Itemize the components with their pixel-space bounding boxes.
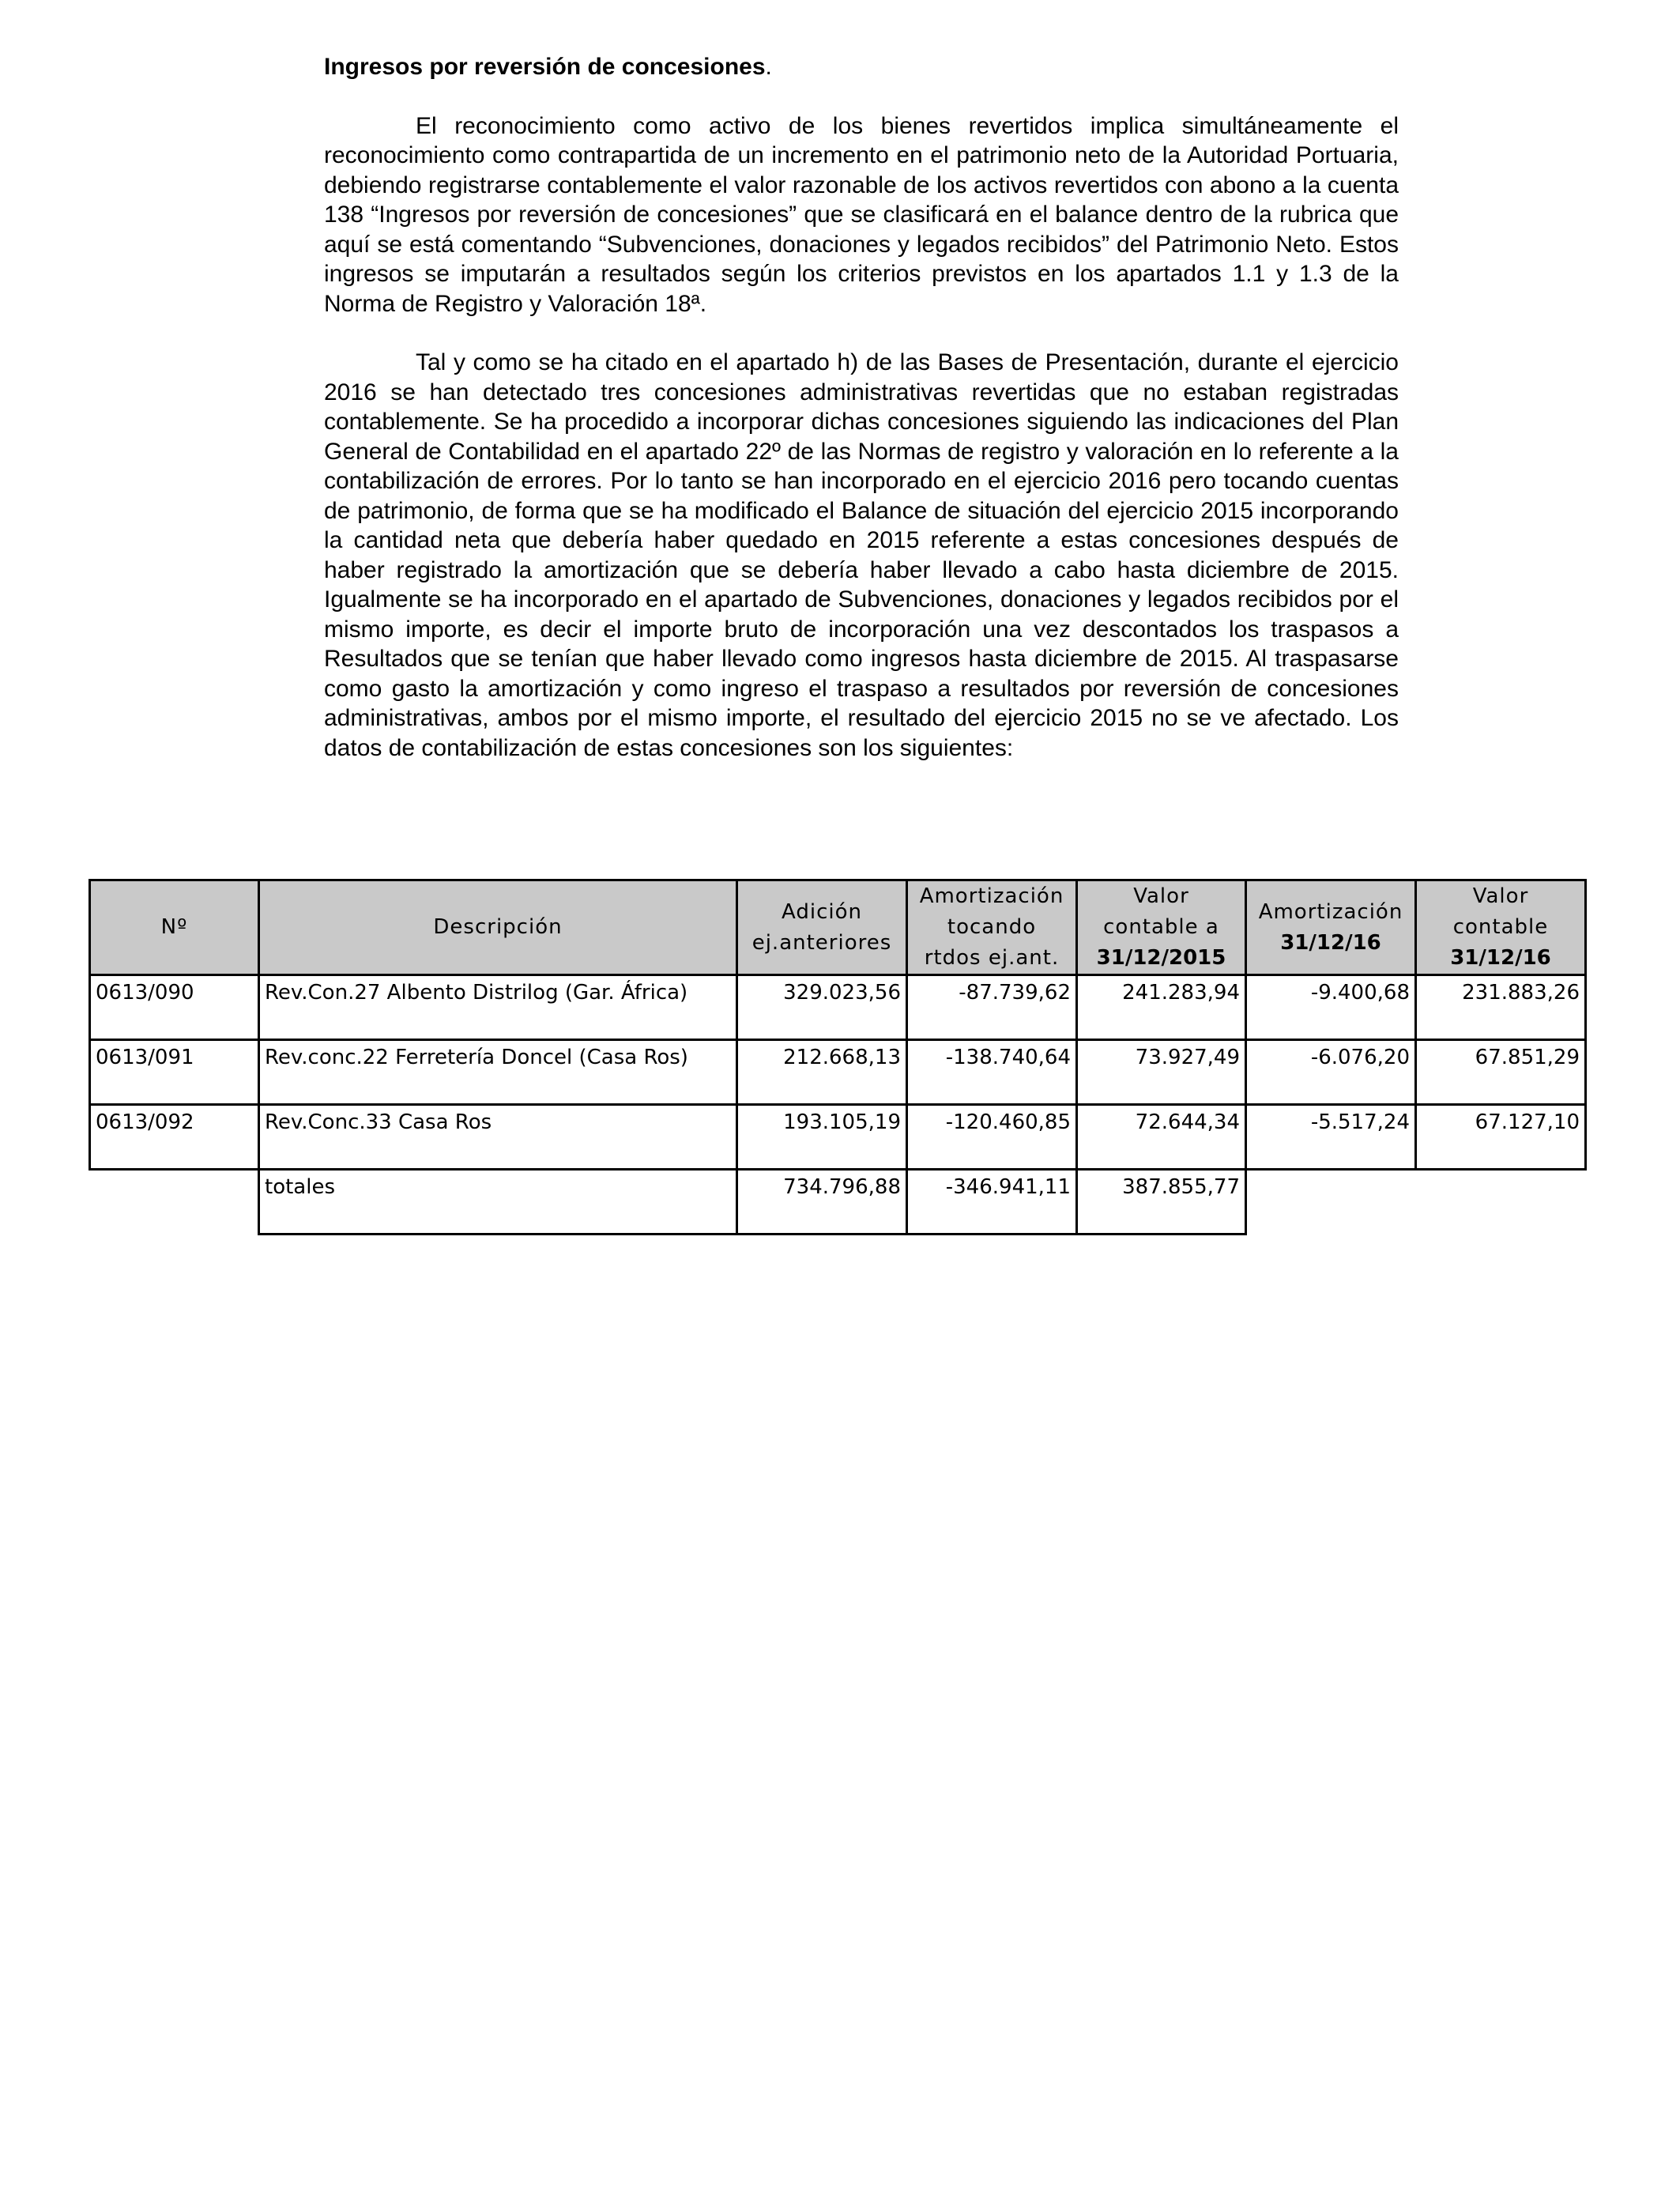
cell-valor-2016: 231.883,26 (1416, 975, 1586, 1040)
header-valor16-line1: Valor (1472, 884, 1529, 908)
section-heading-period: . (765, 54, 772, 80)
totals-row (90, 1170, 1586, 1235)
cell-amort-anterior: -87.739,62 (907, 975, 1077, 1040)
concessions-table (89, 879, 1587, 1235)
cell-valor-2015: 241.283,94 (1077, 975, 1246, 1040)
header-amort-line2: tocando (947, 915, 1037, 939)
cell-amort-2016: -6.076,20 (1246, 1040, 1416, 1105)
header-adicion (737, 880, 907, 975)
header-valor16-line2: contable (1452, 915, 1549, 939)
cell-adicion: 212.668,13 (737, 1040, 907, 1105)
cell-adicion: 193.105,19 (737, 1105, 907, 1170)
paragraph-recognition: El reconocimiento como activo de los bienes revertidos implica simultáneamente el reconocimiento como contrapartida de un incremento en el patrimonio neto de la Autoridad Portuaria, debiendo registrarse contablemente el valor razonable de los activos revertidos con abono a la cuenta 138 “Ingresos por reversión de concesiones” que se clasificará en el balance dentro de la rubrica que aquí se está comentando “Subvenciones, donaciones y legados recibidos” del Patrimonio Neto. Estos ingresos se imputarán a resultados según los criterios previstos en los apartados 1.1 y 1.3 de la Norma de Registro y Valoración 18ª. (324, 112, 1399, 317)
totals-empty-right-1 (1246, 1170, 1416, 1235)
paragraph-correction: Tal y como se ha citado en el apartado h) de las Bases de Presentación, durante el ejercicio 2016 se han detectado tres concesiones administrativas revertidas que no estaban registradas contablemente. Se ha procedido a incorporar dichas concesiones siguiendo las indicaciones del Plan General de Contabilidad en el apartado 22º de las Normas de registro y valoración en lo referente a la contabilización de errores. Por lo tanto se han incorporado en el ejercicio 2016 pero tocando cuentas de patrimonio, de forma que se ha modificado el Balance de situación del ejercicio 2015 incorporando la cantidad neta que debería haber quedado en 2015 referente a estas concesiones después de haber registrado la amortización que se debería haber llevado a cabo hasta diciembre de 2015. Igualmente se ha incorporado en el apartado de Subvenciones, donaciones y legados recibidos por el mismo importe, es decir el importe bruto de incorporación una vez descontados los traspasos a Resultados que se tenían que haber llevado como ingresos hasta diciembre de 2015. Al traspasarse como gasto la amortización y como ingreso el traspaso a resultados por reversión de concesiones administrativas, ambos por el mismo importe, el resultado del ejercicio 2015 no se ve afectado. Los datos de contabilización de estas concesiones son los siguientes: (324, 349, 1399, 761)
header-amortizacion-anterior (907, 880, 1077, 975)
header-valor-2016 (1416, 880, 1586, 975)
header-adicion-line2: ej.anteriores (751, 930, 892, 955)
header-adicion-line1: Adición (782, 899, 862, 924)
header-no: Nº (90, 880, 259, 975)
section-heading (324, 52, 1399, 82)
cell-no: 0613/092 (90, 1105, 259, 1170)
cell-descripcion: Rev.conc.22 Ferretería Doncel (Casa Ros) (259, 1040, 737, 1105)
cell-valor-2016: 67.851,29 (1416, 1040, 1586, 1105)
totals-valor-2015: 387.855,77 (1077, 1170, 1246, 1235)
cell-amort-2016: -5.517,24 (1246, 1105, 1416, 1170)
cell-amort-anterior: -138.740,64 (907, 1040, 1077, 1105)
header-descripcion: Descripción (259, 880, 737, 975)
header-valor15-line2: contable a (1103, 915, 1219, 939)
cell-no: 0613/090 (90, 975, 259, 1040)
cell-amort-2016: -9.400,68 (1246, 975, 1416, 1040)
totals-empty-right-2 (1416, 1170, 1586, 1235)
totals-empty-left (90, 1170, 259, 1235)
cell-descripcion: Rev.Conc.33 Casa Ros (259, 1105, 737, 1170)
section-text (324, 52, 1399, 763)
header-valor-2015 (1077, 880, 1246, 975)
table-header-row (90, 880, 1586, 975)
cell-descripcion: Rev.Con.27 Albento Distrilog (Gar. África) (259, 975, 737, 1040)
section-heading-title: Ingresos por reversión de concesiones (324, 54, 766, 80)
totals-adicion: 734.796,88 (737, 1170, 907, 1235)
totals-amort-anterior: -346.941,11 (907, 1170, 1077, 1235)
table-row (90, 1105, 1586, 1170)
table-row (90, 975, 1586, 1040)
header-amort16-line1: Amortización (1258, 899, 1403, 924)
header-amort-line1: Amortización (919, 884, 1064, 908)
header-valor15-line1: Valor (1133, 884, 1189, 908)
cell-amort-anterior: -120.460,85 (907, 1105, 1077, 1170)
header-valor15-line3: 31/12/2015 (1096, 946, 1226, 970)
cell-valor-2015: 73.927,49 (1077, 1040, 1246, 1105)
cell-no: 0613/091 (90, 1040, 259, 1105)
cell-adicion: 329.023,56 (737, 975, 907, 1040)
header-valor16-line3: 31/12/16 (1450, 946, 1551, 970)
header-amort-line3: rtdos ej.ant. (924, 946, 1060, 970)
totals-label: totales (259, 1170, 737, 1235)
table-row (90, 1040, 1586, 1105)
header-amortizacion-2016 (1246, 880, 1416, 975)
header-amort16-line2: 31/12/16 (1280, 930, 1381, 955)
cell-valor-2016: 67.127,10 (1416, 1105, 1586, 1170)
cell-valor-2015: 72.644,34 (1077, 1105, 1246, 1170)
